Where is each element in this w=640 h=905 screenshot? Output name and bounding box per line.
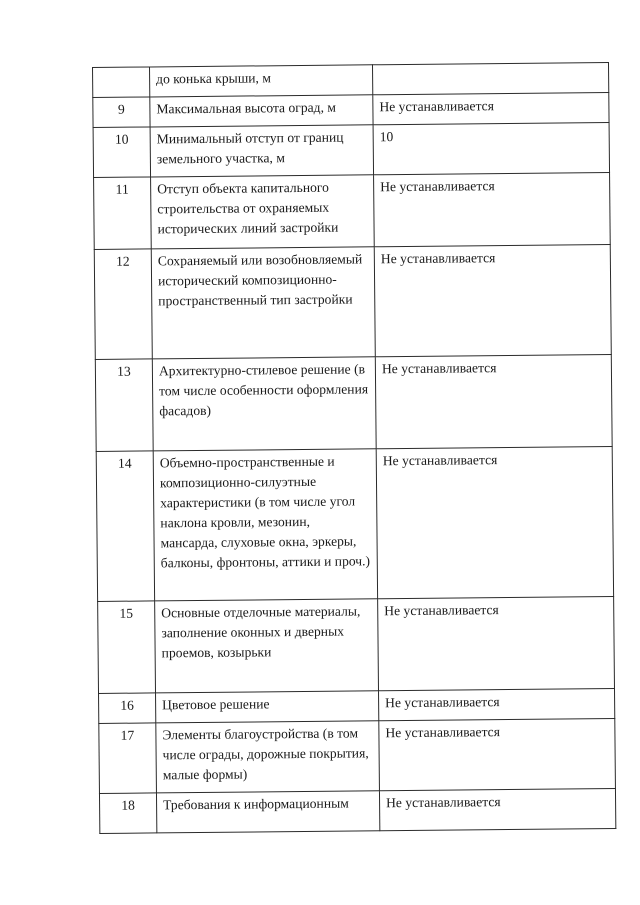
table-row (96, 447, 613, 602)
parameter-name: Максимальная высота оград, м (150, 95, 373, 127)
row-number: 12 (94, 249, 152, 360)
table-row (95, 355, 612, 452)
row-number: 14 (96, 451, 154, 602)
parameter-value: Не устанавливается (376, 447, 613, 599)
parameter-name: Элементы благоустройства (в том числе ограды, дорожные покрытия, малые формы) (156, 721, 380, 793)
parameter-value: Не устанавливается (379, 719, 616, 791)
row-number: 16 (99, 693, 156, 724)
parameter-name: Требования к информационным (156, 791, 379, 833)
row-number: 17 (99, 723, 157, 794)
parameter-value: Не устанавливается (378, 597, 615, 691)
parameter-name: Архитектурно-стилевое решение (в том числе особенности оформления фасадов) (152, 357, 376, 451)
parameter-value: Не устанавливается (375, 355, 612, 449)
requirements-table (92, 62, 616, 834)
parameter-name: Минимальный отступ от границ земельного участка, м (150, 125, 373, 177)
table-row (93, 123, 609, 178)
parameter-value (372, 63, 608, 95)
parameter-name: Основные отделочные материалы, заполнение оконных и дверных проемов, козырьки (155, 599, 379, 693)
table-row (94, 245, 611, 360)
parameter-name: до конька крыши, м (150, 65, 373, 97)
table-row (99, 789, 615, 834)
row-number: 9 (93, 97, 150, 128)
parameter-value: Не устанавливается (373, 93, 609, 125)
table-row (94, 173, 611, 250)
row-number: 10 (93, 127, 150, 178)
table-row (99, 689, 615, 724)
row-number: 13 (95, 359, 153, 452)
parameter-name: Объемно-пространственные и композиционно-силуэтные характеристики (в том числе угол наклона кровли, мезонин, мансарда, слуховые окна, эркеры, балконы, фронтоны, аттики и проч.) (153, 449, 377, 601)
table-row (99, 719, 616, 794)
parameter-value: 10 (373, 123, 609, 175)
parameter-value: Не устанавливается (379, 789, 615, 831)
parameter-name: Отступ объекта капитального строительства от охраняемых исторических линий застройки (151, 175, 375, 249)
parameter-name: Цветовое решение (156, 691, 379, 723)
table-row (98, 597, 615, 694)
row-number: 18 (99, 793, 156, 834)
table-row (93, 93, 609, 128)
row-number: 15 (98, 601, 156, 694)
parameter-value: Не устанавливается (374, 245, 611, 357)
row-number: 11 (94, 177, 152, 250)
row-number (93, 67, 150, 98)
parameter-name: Сохраняемый или возобновляемый исторический композиционно-пространственный тип застройки (151, 247, 375, 359)
parameter-value: Не устанавливается (379, 689, 615, 721)
table-row (93, 63, 609, 98)
parameter-value: Не устанавливается (374, 173, 611, 247)
